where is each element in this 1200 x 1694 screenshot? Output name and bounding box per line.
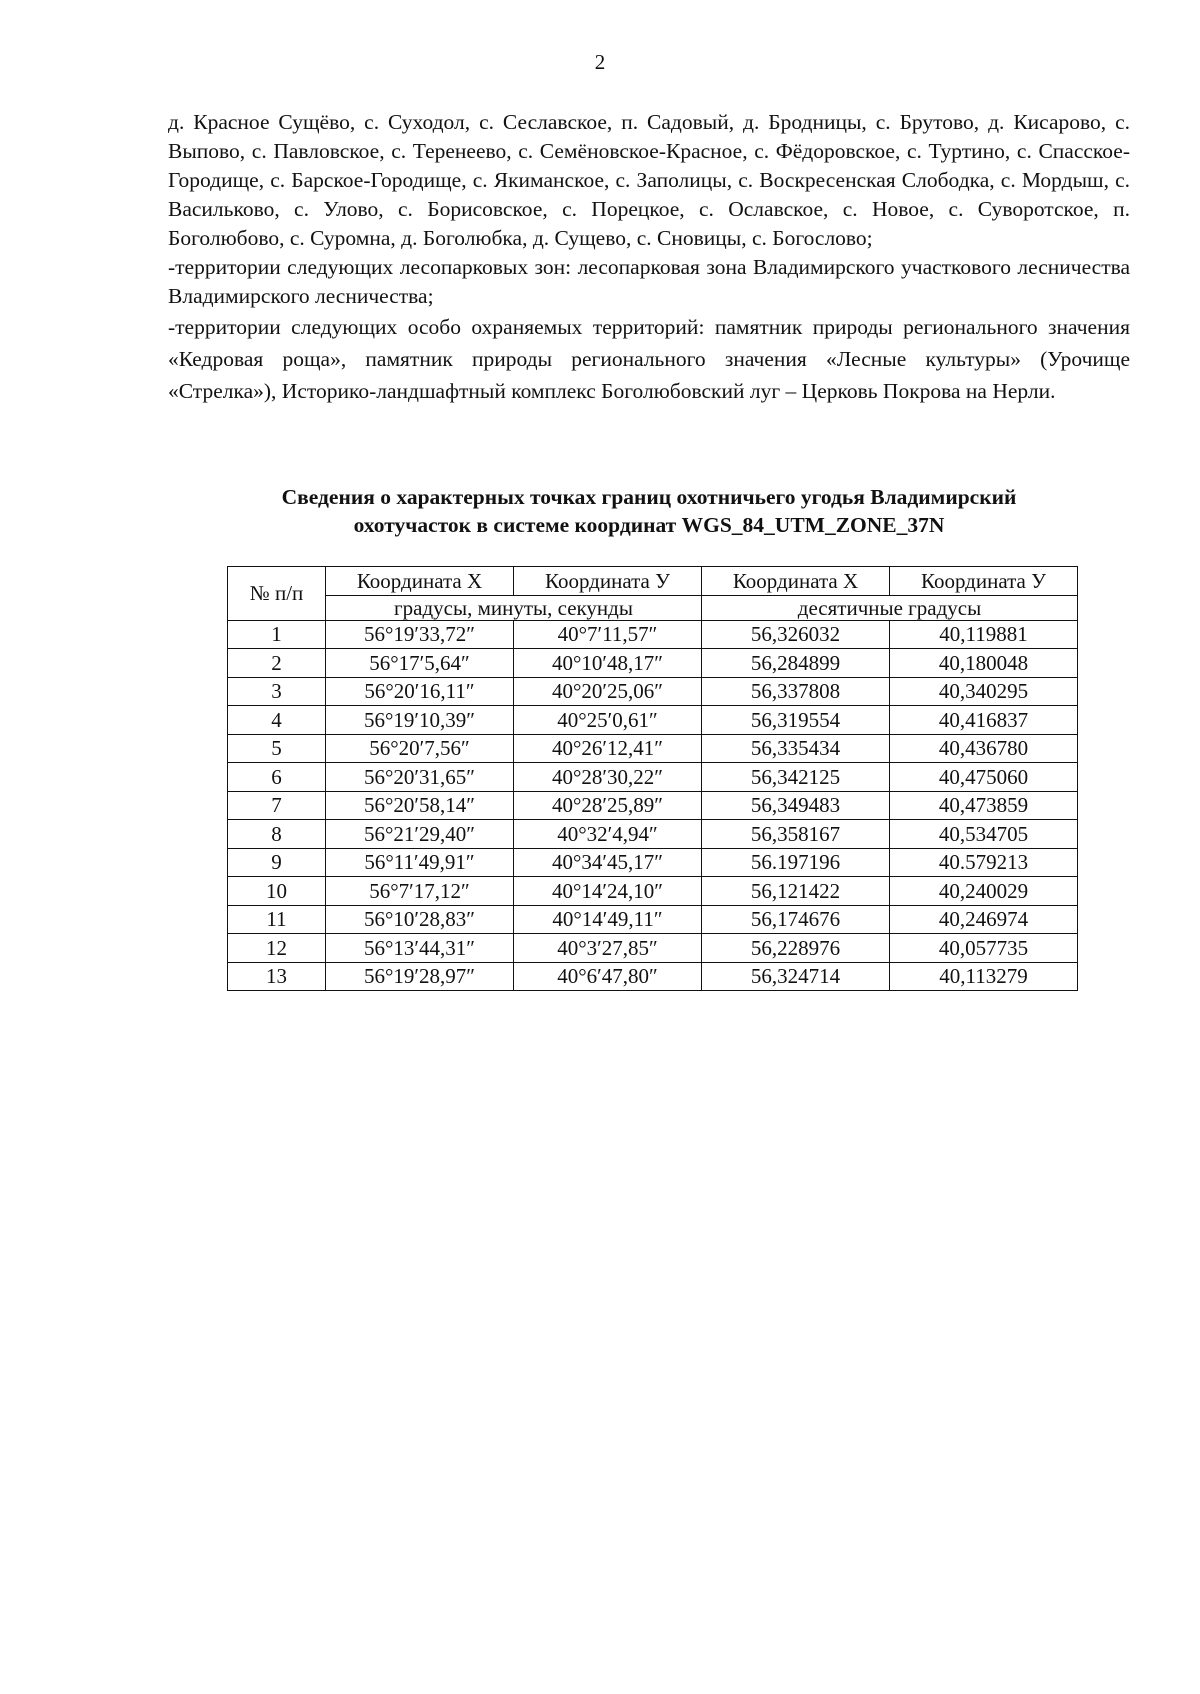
table-title	[168, 483, 1130, 539]
cell-y-dms: 40°10′48,17″	[514, 649, 702, 678]
cell-number: 6	[228, 763, 326, 792]
cell-number: 3	[228, 677, 326, 706]
header-number: № п/п	[228, 567, 326, 621]
cell-number: 1	[228, 620, 326, 649]
cell-x-decimal: 56,174676	[702, 905, 890, 934]
cell-number: 13	[228, 962, 326, 991]
table-row	[228, 763, 1078, 792]
cell-x-dms: 56°19′33,72″	[326, 620, 514, 649]
table-units-row	[228, 595, 1078, 620]
table-row	[228, 877, 1078, 906]
paragraph-settlements: д. Красное Сущёво, с. Суходол, с. Сеславское, п. Садовый, д. Бродницы, с. Брутово, д. Кисарово, с. Выпово, с. Павловское, с. Теренеево, с. Семёновское-Красное, с. Фёдоровское, с. Туртино, с. Спасское-Городище, с. Барское-Городище, с. Якиманское, с. Заполицы, с. Воскресенская Слободка, с. Мордыш, с. Васильково, с. Улово, с. Борисовское, с. Порецкое, с. Ославское, с. Новое, с. Суворотское, п. Боголюбово, с. Суромна, д. Боголюбка, д. Сущево, с. Сновицы, с. Богослово;	[168, 110, 1130, 250]
table-row	[228, 848, 1078, 877]
cell-x-dms: 56°19′10,39″	[326, 706, 514, 735]
cell-y-decimal: 40.579213	[890, 848, 1078, 877]
cell-number: 7	[228, 791, 326, 820]
cell-y-dms: 40°32′4,94″	[514, 820, 702, 849]
cell-y-decimal: 40,119881	[890, 620, 1078, 649]
table-row	[228, 820, 1078, 849]
cell-x-dms: 56°20′16,11″	[326, 677, 514, 706]
header-y-dms: Координата У	[514, 567, 702, 596]
header-x-decimal: Координата Х	[702, 567, 890, 596]
cell-x-decimal: 56,121422	[702, 877, 890, 906]
cell-x-decimal: 56,228976	[702, 934, 890, 963]
cell-y-decimal: 40,473859	[890, 791, 1078, 820]
table-row	[228, 677, 1078, 706]
cell-y-dms: 40°7′11,57″	[514, 620, 702, 649]
page-number: 2	[594, 50, 606, 74]
header-x-dms: Координата Х	[326, 567, 514, 596]
body-text	[168, 108, 1130, 407]
cell-y-decimal: 40,240029	[890, 877, 1078, 906]
table-row	[228, 620, 1078, 649]
units-decimal: десятичные градусы	[702, 595, 1078, 620]
cell-x-dms: 56°11′49,91″	[326, 848, 514, 877]
cell-x-dms: 56°19′28,97″	[326, 962, 514, 991]
cell-x-dms: 56°7′17,12″	[326, 877, 514, 906]
cell-number: 4	[228, 706, 326, 735]
units-dms: градусы, минуты, секунды	[326, 595, 702, 620]
cell-y-decimal: 40,436780	[890, 734, 1078, 763]
cell-x-decimal: 56,335434	[702, 734, 890, 763]
cell-x-dms: 56°21′29,40″	[326, 820, 514, 849]
cell-y-dms: 40°14′49,11″	[514, 905, 702, 934]
table-title-line-2: охотучасток в системе координат WGS_84_UTM_ZONE_37N	[353, 513, 945, 537]
cell-x-dms: 56°20′31,65″	[326, 763, 514, 792]
table-title-line-1: Сведения о характерных точках границ охотничьего угодья Владимирский	[281, 485, 1017, 509]
cell-y-decimal: 40,113279	[890, 962, 1078, 991]
cell-x-dms: 56°10′28,83″	[326, 905, 514, 934]
cell-y-dms: 40°28′30,22″	[514, 763, 702, 792]
table-header-row	[228, 567, 1078, 596]
cell-y-decimal: 40,340295	[890, 677, 1078, 706]
cell-y-decimal: 40,057735	[890, 934, 1078, 963]
cell-y-dms: 40°26′12,41″	[514, 734, 702, 763]
cell-x-dms: 56°17′5,64″	[326, 649, 514, 678]
cell-y-dms: 40°14′24,10″	[514, 877, 702, 906]
cell-y-decimal: 40,416837	[890, 706, 1078, 735]
cell-x-decimal: 56,326032	[702, 620, 890, 649]
cell-x-decimal: 56,337808	[702, 677, 890, 706]
table-row	[228, 649, 1078, 678]
cell-y-decimal: 40,475060	[890, 763, 1078, 792]
cell-y-decimal: 40,180048	[890, 649, 1078, 678]
cell-x-decimal: 56,342125	[702, 763, 890, 792]
cell-number: 5	[228, 734, 326, 763]
cell-y-decimal: 40,534705	[890, 820, 1078, 849]
table-row	[228, 791, 1078, 820]
cell-y-dms: 40°20′25,06″	[514, 677, 702, 706]
paragraph-forest-park-zones: -территории следующих лесопарковых зон: лесопарковая зона Владимирского участкового лесничества Владимирского лесничества;	[168, 255, 1130, 308]
cell-x-dms: 56°20′7,56″	[326, 734, 514, 763]
cell-number: 2	[228, 649, 326, 678]
cell-y-dms: 40°25′0,61″	[514, 706, 702, 735]
cell-x-decimal: 56,319554	[702, 706, 890, 735]
table-row	[228, 962, 1078, 991]
table-row	[228, 706, 1078, 735]
cell-number: 8	[228, 820, 326, 849]
coordinates-table	[227, 566, 1078, 991]
table-row	[228, 934, 1078, 963]
cell-x-decimal: 56,349483	[702, 791, 890, 820]
table-row	[228, 734, 1078, 763]
cell-x-dms: 56°13′44,31″	[326, 934, 514, 963]
cell-x-dms: 56°20′58,14″	[326, 791, 514, 820]
cell-y-decimal: 40,246974	[890, 905, 1078, 934]
cell-y-dms: 40°34′45,17″	[514, 848, 702, 877]
cell-number: 12	[228, 934, 326, 963]
paragraph-protected-areas: -территории следующих особо охраняемых территорий: памятник природы регионального значения «Кедровая роща», памятник природы регионального значения «Лесные культуры» (Урочище «Стрелка»), Историко-ландшафтный комплекс Боголюбовский луг – Церковь Покрова на Нерли.	[168, 315, 1130, 403]
cell-x-decimal: 56,358167	[702, 820, 890, 849]
cell-number: 9	[228, 848, 326, 877]
cell-x-decimal: 56,284899	[702, 649, 890, 678]
cell-y-dms: 40°6′47,80″	[514, 962, 702, 991]
cell-number: 10	[228, 877, 326, 906]
header-y-decimal: Координата У	[890, 567, 1078, 596]
cell-x-decimal: 56.197196	[702, 848, 890, 877]
cell-y-dms: 40°28′25,89″	[514, 791, 702, 820]
cell-number: 11	[228, 905, 326, 934]
cell-y-dms: 40°3′27,85″	[514, 934, 702, 963]
table-row	[228, 905, 1078, 934]
cell-x-decimal: 56,324714	[702, 962, 890, 991]
